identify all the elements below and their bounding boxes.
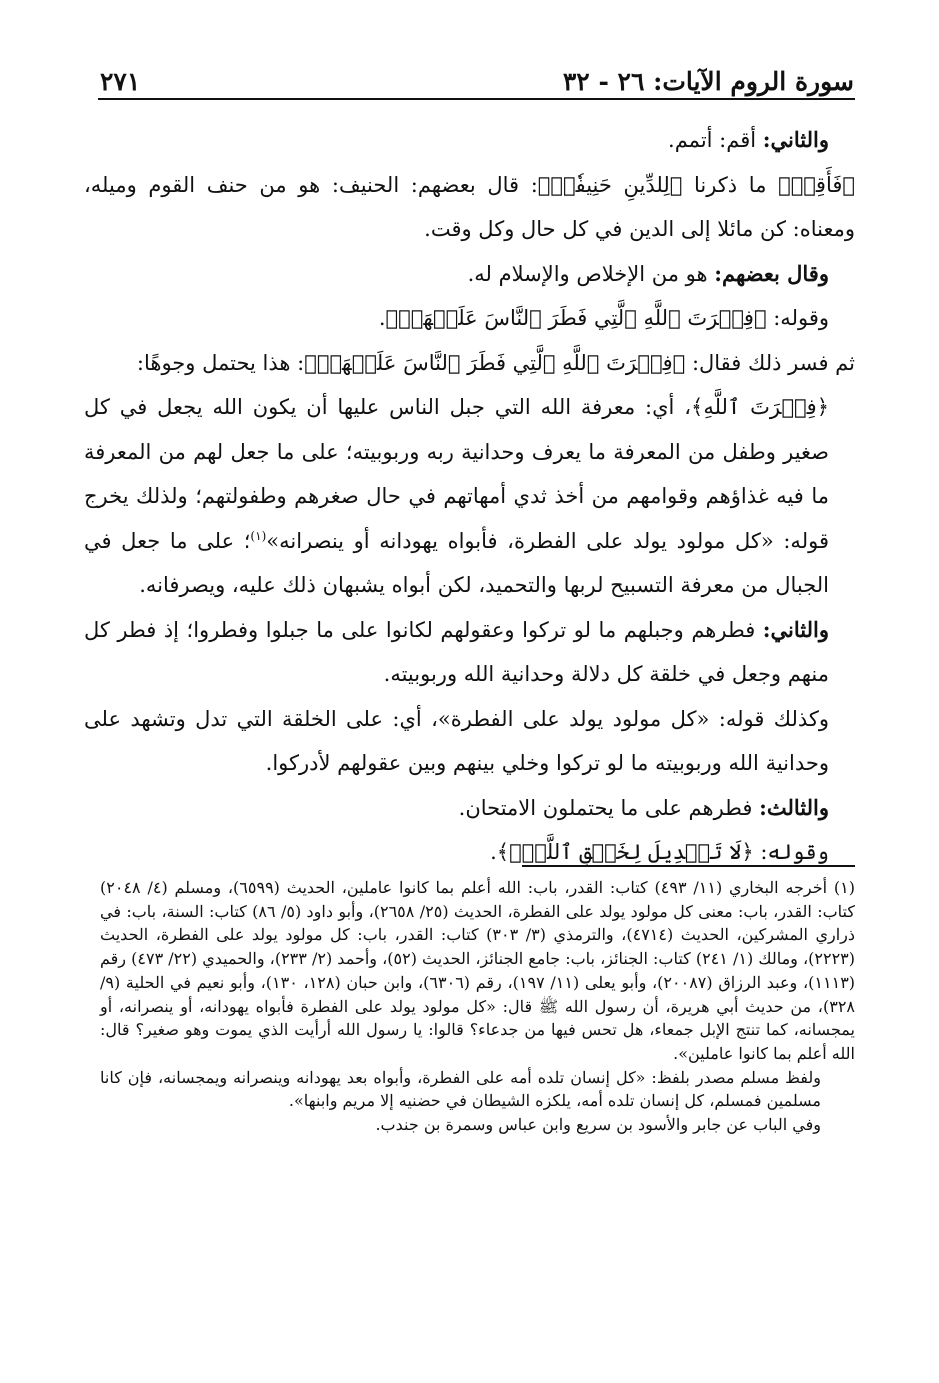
- paragraph-text: هو من الإخلاص والإسلام له.: [467, 261, 715, 286]
- paragraph-text: ؛ على ما جعل في الجبال من معرفة التسبيح لربها والتحميد، لكن أبواه يشبهان ذلك عليه، ويصرفانه.: [84, 528, 829, 597]
- paragraph-lead: وقال بعضهم:: [714, 260, 829, 286]
- footnotes: [100, 876, 855, 1137]
- page-number: ٢٧١: [100, 67, 141, 96]
- paragraph: [84, 252, 855, 297]
- paragraph-text: ﴿فِطۡرَتَ ٱللَّهِ﴾، أي: معرفة الله التي جبل الناس عليها أن يكون الله يجعل في كل صغير وطفل من المعرفة ما يعرف وحدانية ربه وربوبيته؛ على ما جعل لهم من المعرفة ما فيه غذاؤهم وقوامهم من أخذ ثدي أمهاتهم في حال صغرهم وطفولتهم؛ ولذلك يخرج قوله: «كل مولود يولد على الفطرة، فأبواه يهودانه أو ينصرانه»: [84, 395, 829, 553]
- footnote: ولفظ مسلم مصدر بلفظ: «كل إنسان تلده أمه على الفطرة، وأبواه بعد يهودانه وينصرانه ويمجسانه، فإن كانا مسلمين فمسلم، كل إنسان تلده أمه، يلكزه الشيطان في حضنيه إلا مريم وابنها».: [100, 1067, 821, 1111]
- paragraph-text: فطرهم على ما يحتملون الامتحان.: [458, 795, 760, 820]
- chapter-title: سورة الروم الآيات: ٢٦ - ٣٢: [562, 67, 854, 96]
- paragraph: ثم فسر ذلك فقال: ﴿فِطۡرَتَ ٱللَّهِ ٱلَّتِي فَطَرَ ٱلنَّاسَ عَلَيۡهَاۚ﴾: هذا يحتمل وجوهًا:: [136, 350, 855, 375]
- footnote-marker[interactable]: (١): [250, 528, 267, 543]
- footnote: (١) أخرجه البخاري (١١/ ٤٩٣) كتاب: القدر، باب: الله أعلم بما كانوا عاملين، الحديث (٦٥٩٩)، ومسلم (٤/ ٢٠٤٨) كتاب: القدر، باب: معنى كل مولود يولد على الفطرة، الحديث (٢٥/ ٢٦٥٨)، وأبو داود (٥/ ٨٦) كتاب: السنة، باب: في ذراري المشركين، الحديث (٤٧١٤)، والترمذي (٣/ ٣٠٣) كتاب: القدر، باب: كل مولود يولد على الفطرة، الحديث (٢٢٢٣)، ومالك (١/ ٢٤١) كتاب: الجنائز، باب: جامع الجنائز، الحديث (٥٢)، وأحمد (٢/ ٢٣٣)، والحميدي (٢٢/ ٤٧٣) رقم (١١١٣)، وعبد الرزاق (٢٠٠٨٧)، وأبو يعلى (١١/ ١٩٧)، رقم (٦٣٠٦)، وابن حبان (١٢٨، ١٣٠)، وأبو نعيم في الحلية (٩/ ٣٢٨)، من حديث أبي هريرة، أن رسول الله ﷺ قال: «كل مولود يولد على الفطرة فأبواه يهودانه، أو ينصرانه، أو يمجسانه، كما تنتج الإبل جمعاء، هل تحس فيها من جدعاء؟ قالوا: يا رسول الله أرأيت الذي يموت وهو صغير؟ قال: الله أعلم بما كانوا عاملين».: [100, 878, 856, 1063]
- paragraph-text: أقم: أتمم.: [668, 128, 763, 152]
- paragraph-text: فطرهم وجبلهم ما لو تركوا وعقولهم لكانوا على ما جبلوا وفطروا؛ إذ فطر كل منهم وجعل في خلقة كل دلالة وحدانية الله وربوبيته.: [84, 617, 829, 686]
- paragraph-lead: والثاني:: [762, 616, 829, 642]
- paragraph: وقوله: ﴿لَا تَبۡدِيلَ لِخَلۡقِ ٱللَّهِۚ﴾.: [490, 840, 829, 864]
- paragraph-lead: والثاني:: [762, 127, 829, 152]
- paragraph: [84, 608, 855, 697]
- paragraph: ﴿فَأَقِمۡ﴾ ما ذكرنا ﴿لِلدِّينِ حَنِيفٗاۚ﴾: قال بعضهم: الحنيف: هو من حنف القوم وميله، ومعناه: كن مائلا إلى الدين في كل حال وكل وقت.: [84, 172, 855, 241]
- footnote: وفي الباب عن جابر والأسود بن سريع وابن عباس وسمرة بن جندب.: [375, 1115, 821, 1135]
- paragraph-lead: والثالث:: [759, 794, 829, 820]
- main-text: [84, 118, 855, 875]
- paragraph: وقوله: ﴿فِطۡرَتَ ٱللَّهِ ٱلَّتِي فَطَرَ ٱلنَّاسَ عَلَيۡهَاۚ﴾.: [378, 306, 829, 330]
- running-header: [100, 52, 854, 96]
- paragraph: [84, 118, 855, 163]
- footnote-separator: [522, 865, 855, 867]
- paragraph: وكذلك قوله: «كل مولود يولد على الفطرة»، أي: على الخلقة التي تدل وتشهد على وحدانية الله وربوبيته ما لو تركوا وخلي بينهم وبين عقولهم لأدركوا.: [84, 706, 829, 775]
- paragraph: [84, 786, 855, 831]
- header-rule: [98, 98, 855, 100]
- paragraph: [84, 385, 855, 608]
